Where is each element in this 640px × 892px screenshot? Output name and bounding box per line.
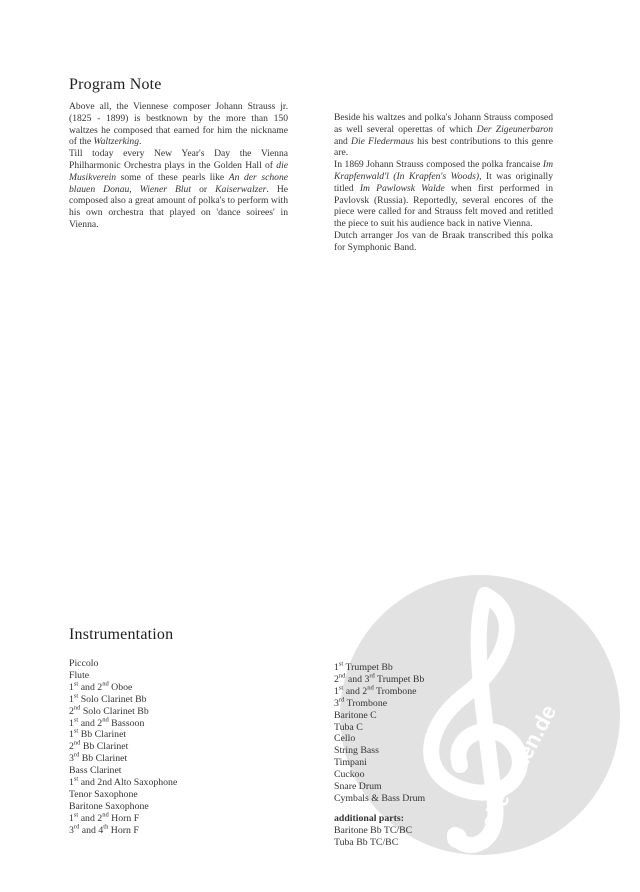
list-item: Tenor Saxophone	[69, 788, 138, 800]
note-paragraph: Till today every New Year's Day the Vienna Philharmonic Orchestra plays in the Golden Hall of die Musikverein some of these pearls like An der schone blauen Donau, Wiener Blut or Kaiserwalzer. He composed also a great amount of polka's to perform with his own orchestra that played on 'dance soirees' in Vienna.	[69, 148, 289, 230]
list-item: 3rd Bb Clarinet	[69, 751, 128, 765]
list-item: Cuckoo	[334, 769, 365, 781]
additional-parts-heading: additional parts:	[334, 812, 404, 824]
program-note-heading: Program Note	[69, 76, 162, 93]
list-item: 1st and 2nd Bassoon	[69, 716, 145, 729]
list-item: Piccolo	[69, 658, 99, 669]
note-paragraph: Above all, the Viennese composer Johann Strauss jr. (1825 - 1899) is bestknown by the more than 150 waltzes he composed that earned for him the nickname of the Waltzerking.	[69, 101, 288, 148]
list-item: 1st and 2nd Oboe	[69, 680, 133, 693]
list-item: 1st and 2nd Alto Saxophone	[69, 775, 178, 789]
list-item: 3rd Trombone	[334, 696, 388, 709]
note-paragraph: Dutch arranger Jos van de Braak transcribed this polka for Symphonic Band.	[334, 229, 553, 253]
list-item: Baritone Saxophone	[69, 800, 149, 812]
list-item: 2nd and 3rd Trumpet Bb	[334, 672, 425, 685]
note-paragraph: Beside his waltzes and polka's Johann Strauss composed as well several operettas of which Der Zigeunerbaron and Die Fledermaus his best contributions to this genre are.	[334, 112, 553, 159]
list-item: 2nd Bb Clarinet	[69, 740, 129, 753]
list-item: String Bass	[334, 745, 379, 757]
list-item: Bass Clarinet	[69, 765, 122, 777]
list-item: Cymbals & Bass Drum	[334, 792, 426, 804]
list-item: Tuba Bb TC/BC	[334, 836, 399, 848]
note-paragraph: In 1869 Johann Strauss composed the polka francaise Im Krapfenwald'l (In Krapfen's Woods), It was originally titled Im Pawlowsk Walde when first performed in Pavlovsk (Russia). Reportedly, several encores of the piece were called for and Strauss felt moved and retitled the piece to suit his audience back in native Vienna.	[334, 159, 553, 230]
list-item: 1st and 2nd Trombone	[334, 684, 417, 697]
list-item: Flute	[69, 669, 90, 681]
watermark-text: alle-noten.de	[475, 700, 562, 833]
list-item: Timpani	[334, 757, 367, 769]
instrumentation-right-list	[334, 662, 425, 849]
program-note-left-column	[69, 101, 288, 231]
instrumentation-heading: Instrumentation	[69, 626, 174, 643]
list-item: 3rd and 4th Horn F	[69, 823, 139, 836]
list-item: Cello	[334, 733, 356, 745]
list-item: Baritone C	[334, 709, 377, 721]
list-item: Tuba C	[334, 721, 363, 733]
list-item: Snare Drum	[334, 781, 382, 793]
list-item: 1st and 2nd Horn F	[69, 811, 140, 824]
program-note-right-column	[334, 112, 553, 254]
instrumentation-left-list	[69, 658, 177, 837]
list-item: 1st Bb Clarinet	[69, 728, 127, 741]
list-item: 1st Solo Clarinet Bb	[69, 692, 147, 705]
list-item: Baritone Bb TC/BC	[334, 824, 413, 836]
list-item: 1st Trumpet Bb	[334, 660, 393, 673]
list-item: 2nd Solo Clarinet Bb	[69, 704, 149, 717]
